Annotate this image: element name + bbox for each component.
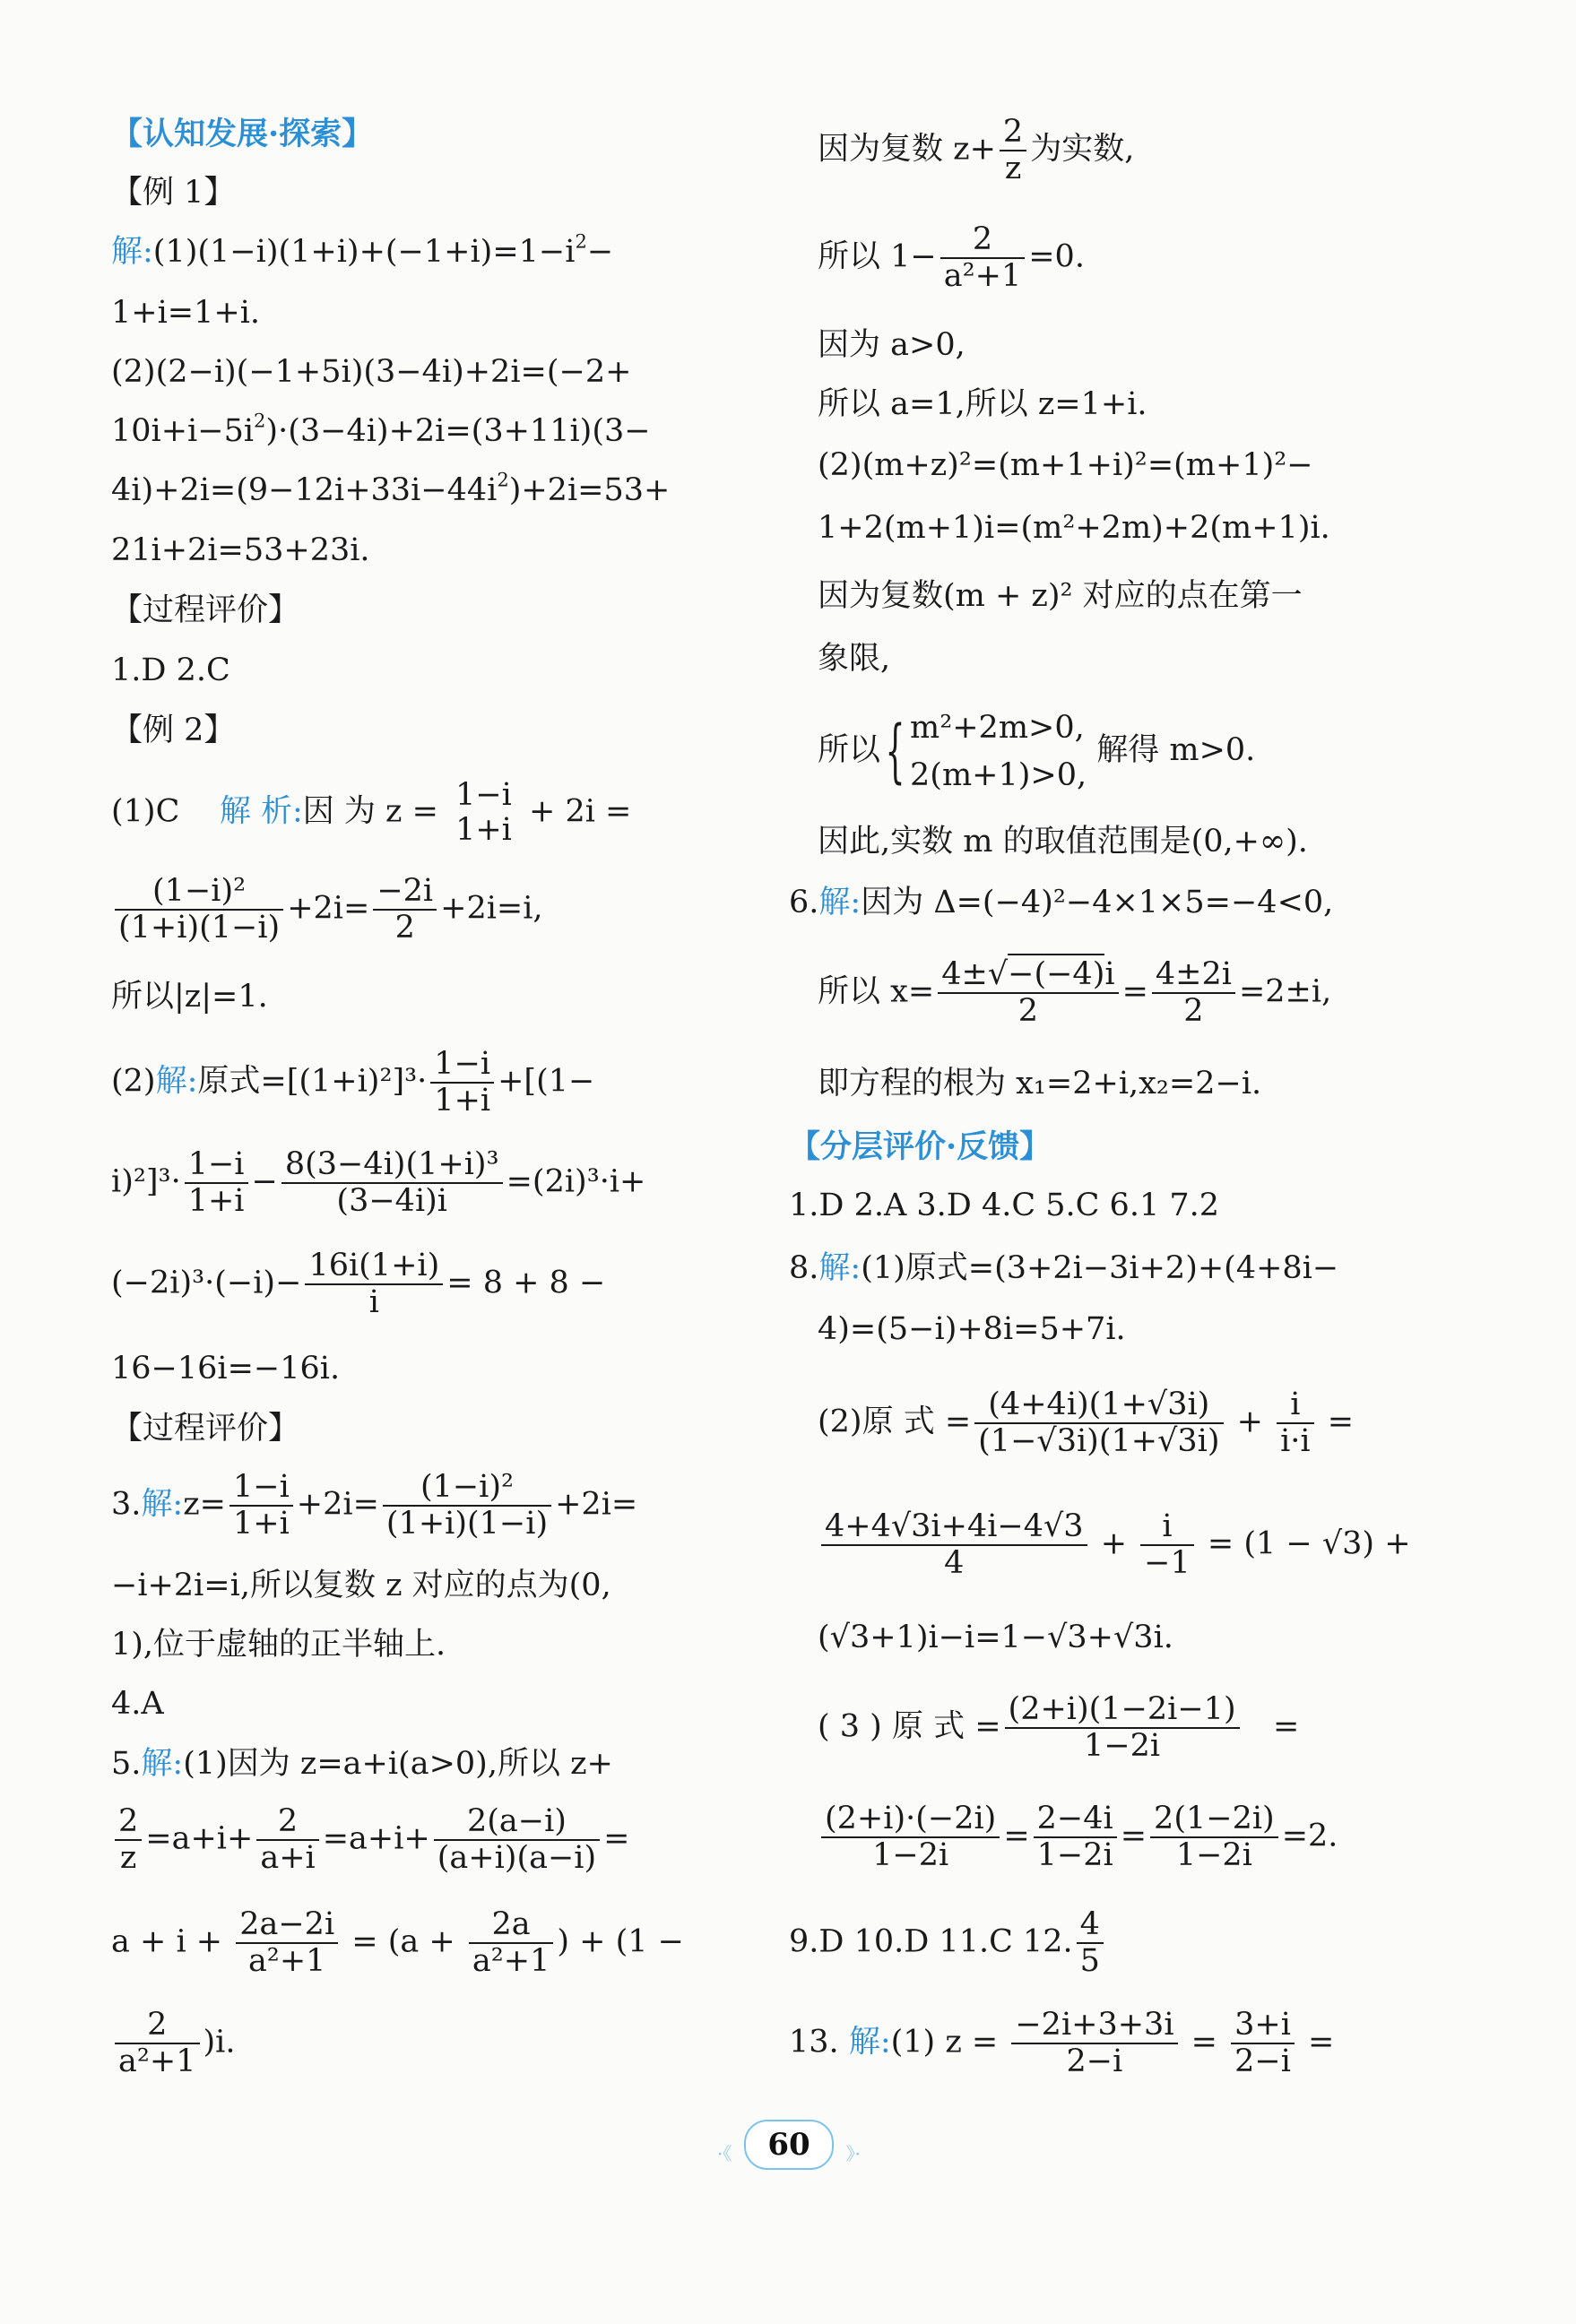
solution-line: (2)原 式 = $\frac{(4+4i)(1+√3i)}{(1-√3i)(1+√3i)}$ + $\frac{i}{i\cdot i}$ = bbox=[818, 1387, 1355, 1460]
solution-line: 即方程的根为 x₁=2+i,x₂=2−i. bbox=[818, 1066, 1262, 1102]
solution-line: $4i)+2i=(9-12i+33i-44i^2)+2i=53+$ bbox=[111, 469, 671, 508]
left-ornament-icon: ·《 bbox=[717, 2143, 732, 2164]
solution-line: (2)(m+z)²=(m+1+i)²=(m+1)²− bbox=[818, 447, 1313, 483]
solution-line: 因为复数(m + z)² 对应的点在第一 bbox=[818, 578, 1303, 614]
solution-line: ( 3 ) 原 式 = $\frac{(2+i)(1-2i-1)}{1-2i}$ = bbox=[818, 1691, 1300, 1765]
solution-line: 所以 1− $\frac{2}{\text{a²+1}}$ =0. bbox=[818, 221, 1085, 295]
solution-line: $\frac{4+4√3i+4i-4√3}{4}$ + $\frac{i}{-1}$ = (1 − √3) + bbox=[818, 1509, 1411, 1581]
solution-line: (2)解:原式=[(1+i)²]³· $\frac{1-i}{1+i}$ +[(1− bbox=[111, 1046, 595, 1119]
solution-line: $10i+i-5i^2)\cdot(3-4i)+2i=(3+11i)(3-$ bbox=[111, 410, 651, 449]
solution-line: 象限, bbox=[818, 641, 891, 677]
solution-line: −i+2i=i,所以复数 z 对应的点为(0, bbox=[111, 1568, 611, 1603]
inequality-system: 所以{ m²+2m>0, 2(m+1)>0, 解得 m>0. bbox=[818, 710, 1256, 793]
right-ornament-icon: 》· bbox=[845, 2143, 861, 2164]
solution-line: $\frac{2}{\text{a²+1}}$ )i. bbox=[111, 2008, 235, 2079]
section-heading-process: 【过程评价】 bbox=[111, 1411, 300, 1447]
solution-line: 1+2(m+1)i=(m²+2m)+2(m+1)i. bbox=[818, 510, 1330, 546]
solution-line: $\frac{(2+i)\cdot(-2i)}{1-2i}$ = $\frac{2-4i}{1-2i}$ = $\frac{2(1-2i)}{1-2i}$ =2. bbox=[818, 1801, 1338, 1873]
solution-line: 6.解:因为 Δ=(−4)²−4×1×5=−4<0, bbox=[789, 885, 1334, 920]
solution-line: $\frac{\text{(1−i)²}}{(1+i)(1-i)}$ +2i= $\frac{-2i}{2}$ +2i=i, bbox=[111, 874, 543, 946]
solution-line: 21i+2i=53+23i. bbox=[111, 532, 370, 568]
solution-line: 5.解:(1)因为 z=a+i(a>0),所以 z+ bbox=[111, 1746, 613, 1782]
solution-line: 13. 解:(1) z = $\frac{-2i+3+3i}{2-i}$ = $\frac{3+i}{2-i}$ = bbox=[789, 2007, 1335, 2080]
answers-line: 9.D 10.D 11.C 12. $\frac{4}{5}$ bbox=[789, 1907, 1107, 1979]
solution-line: 4)=(5−i)+8i=5+7i. bbox=[818, 1311, 1126, 1347]
example-2-label: 【例 2】 bbox=[111, 713, 236, 748]
solution-line: $\frac{2}{z}$ =a+i+ $\frac{2}{a+i}$ =a+i+ $\frac{2(a-i)}{(a+i)(a-i)}$ = bbox=[111, 1804, 630, 1876]
solution-line: 1+i=1+i. bbox=[111, 295, 261, 331]
answers-line: 1.D 2.C bbox=[111, 652, 230, 688]
example-1-label: 【例 1】 bbox=[111, 175, 236, 211]
solution-line: 因此,实数 m 的取值范围是(0,+∞). bbox=[818, 824, 1308, 860]
section-heading-feedback: 【分层评价·反馈】 bbox=[789, 1128, 1052, 1165]
solution-line: 3.解:z= $\frac{1-i}{1+i}$ +2i= $\frac{\text{(1−i)²}}{(1+i)(1-i)}$ +2i= bbox=[111, 1469, 638, 1542]
answer-4: 4.A bbox=[111, 1686, 164, 1722]
section-heading-process: 【过程评价】 bbox=[111, 592, 300, 628]
solution-line: 8.解:(1)原式=(3+2i−3i+2)+(4+8i− bbox=[789, 1250, 1339, 1286]
solution-line: a + i + $\frac{2a-2i}{\text{a²+1}}$ = (a + $\frac{2a}{\text{a²+1}}$ ) + (1 − bbox=[111, 1906, 684, 1980]
solution-line: 所以 x= $\frac{4\pm√-(-4)i}{2}$ = $\frac{4\pm 2i}{2}$ =2±i, bbox=[818, 957, 1331, 1029]
answers-line: 1.D 2.A 3.D 4.C 5.C 6.1 7.2 bbox=[789, 1188, 1220, 1223]
solution-line: 所以 a=1,所以 z=1+i. bbox=[818, 386, 1147, 422]
solution-line: 因为复数 z+ $\frac{2}{z}$ 为实数, bbox=[818, 114, 1135, 187]
solution-line: 所以|z|=1. bbox=[111, 979, 268, 1015]
solution-line: 16−16i=−16i. bbox=[111, 1351, 341, 1387]
solution-line: (2)(2−i)(−1+5i)(3−4i)+2i=(−2+ bbox=[111, 354, 632, 390]
solution-line: 1),位于虚轴的正半轴上. bbox=[111, 1627, 446, 1663]
page-number-badge: 60 bbox=[744, 2120, 833, 2170]
solution-line: (√3+1)i−i=1−√3+√3i. bbox=[818, 1620, 1173, 1655]
solution-line: 因为 a>0, bbox=[818, 327, 966, 363]
section-heading-explore: 【认知发展·探索】 bbox=[111, 116, 374, 152]
solution-line: (−2i)³·(−i)− $\frac{16i(1+i)}{i}$ = 8 + 8 − bbox=[111, 1248, 606, 1321]
solution-line: i)²]³· $\frac{1-i}{1+i}$ − $\frac{\text{8(3−4i)(1+i)³}}{(3-4i)i}$ =(2i)³·i+ bbox=[111, 1146, 646, 1220]
page-number bbox=[717, 2120, 861, 2173]
solution-line: 解$:(1)(1-i)(1+i)+(-1+i)=1-i^2-$ bbox=[111, 230, 614, 270]
solution-line: (1)C 解 析:因 为 z = 1−i 1+i + 2i = bbox=[111, 777, 632, 849]
